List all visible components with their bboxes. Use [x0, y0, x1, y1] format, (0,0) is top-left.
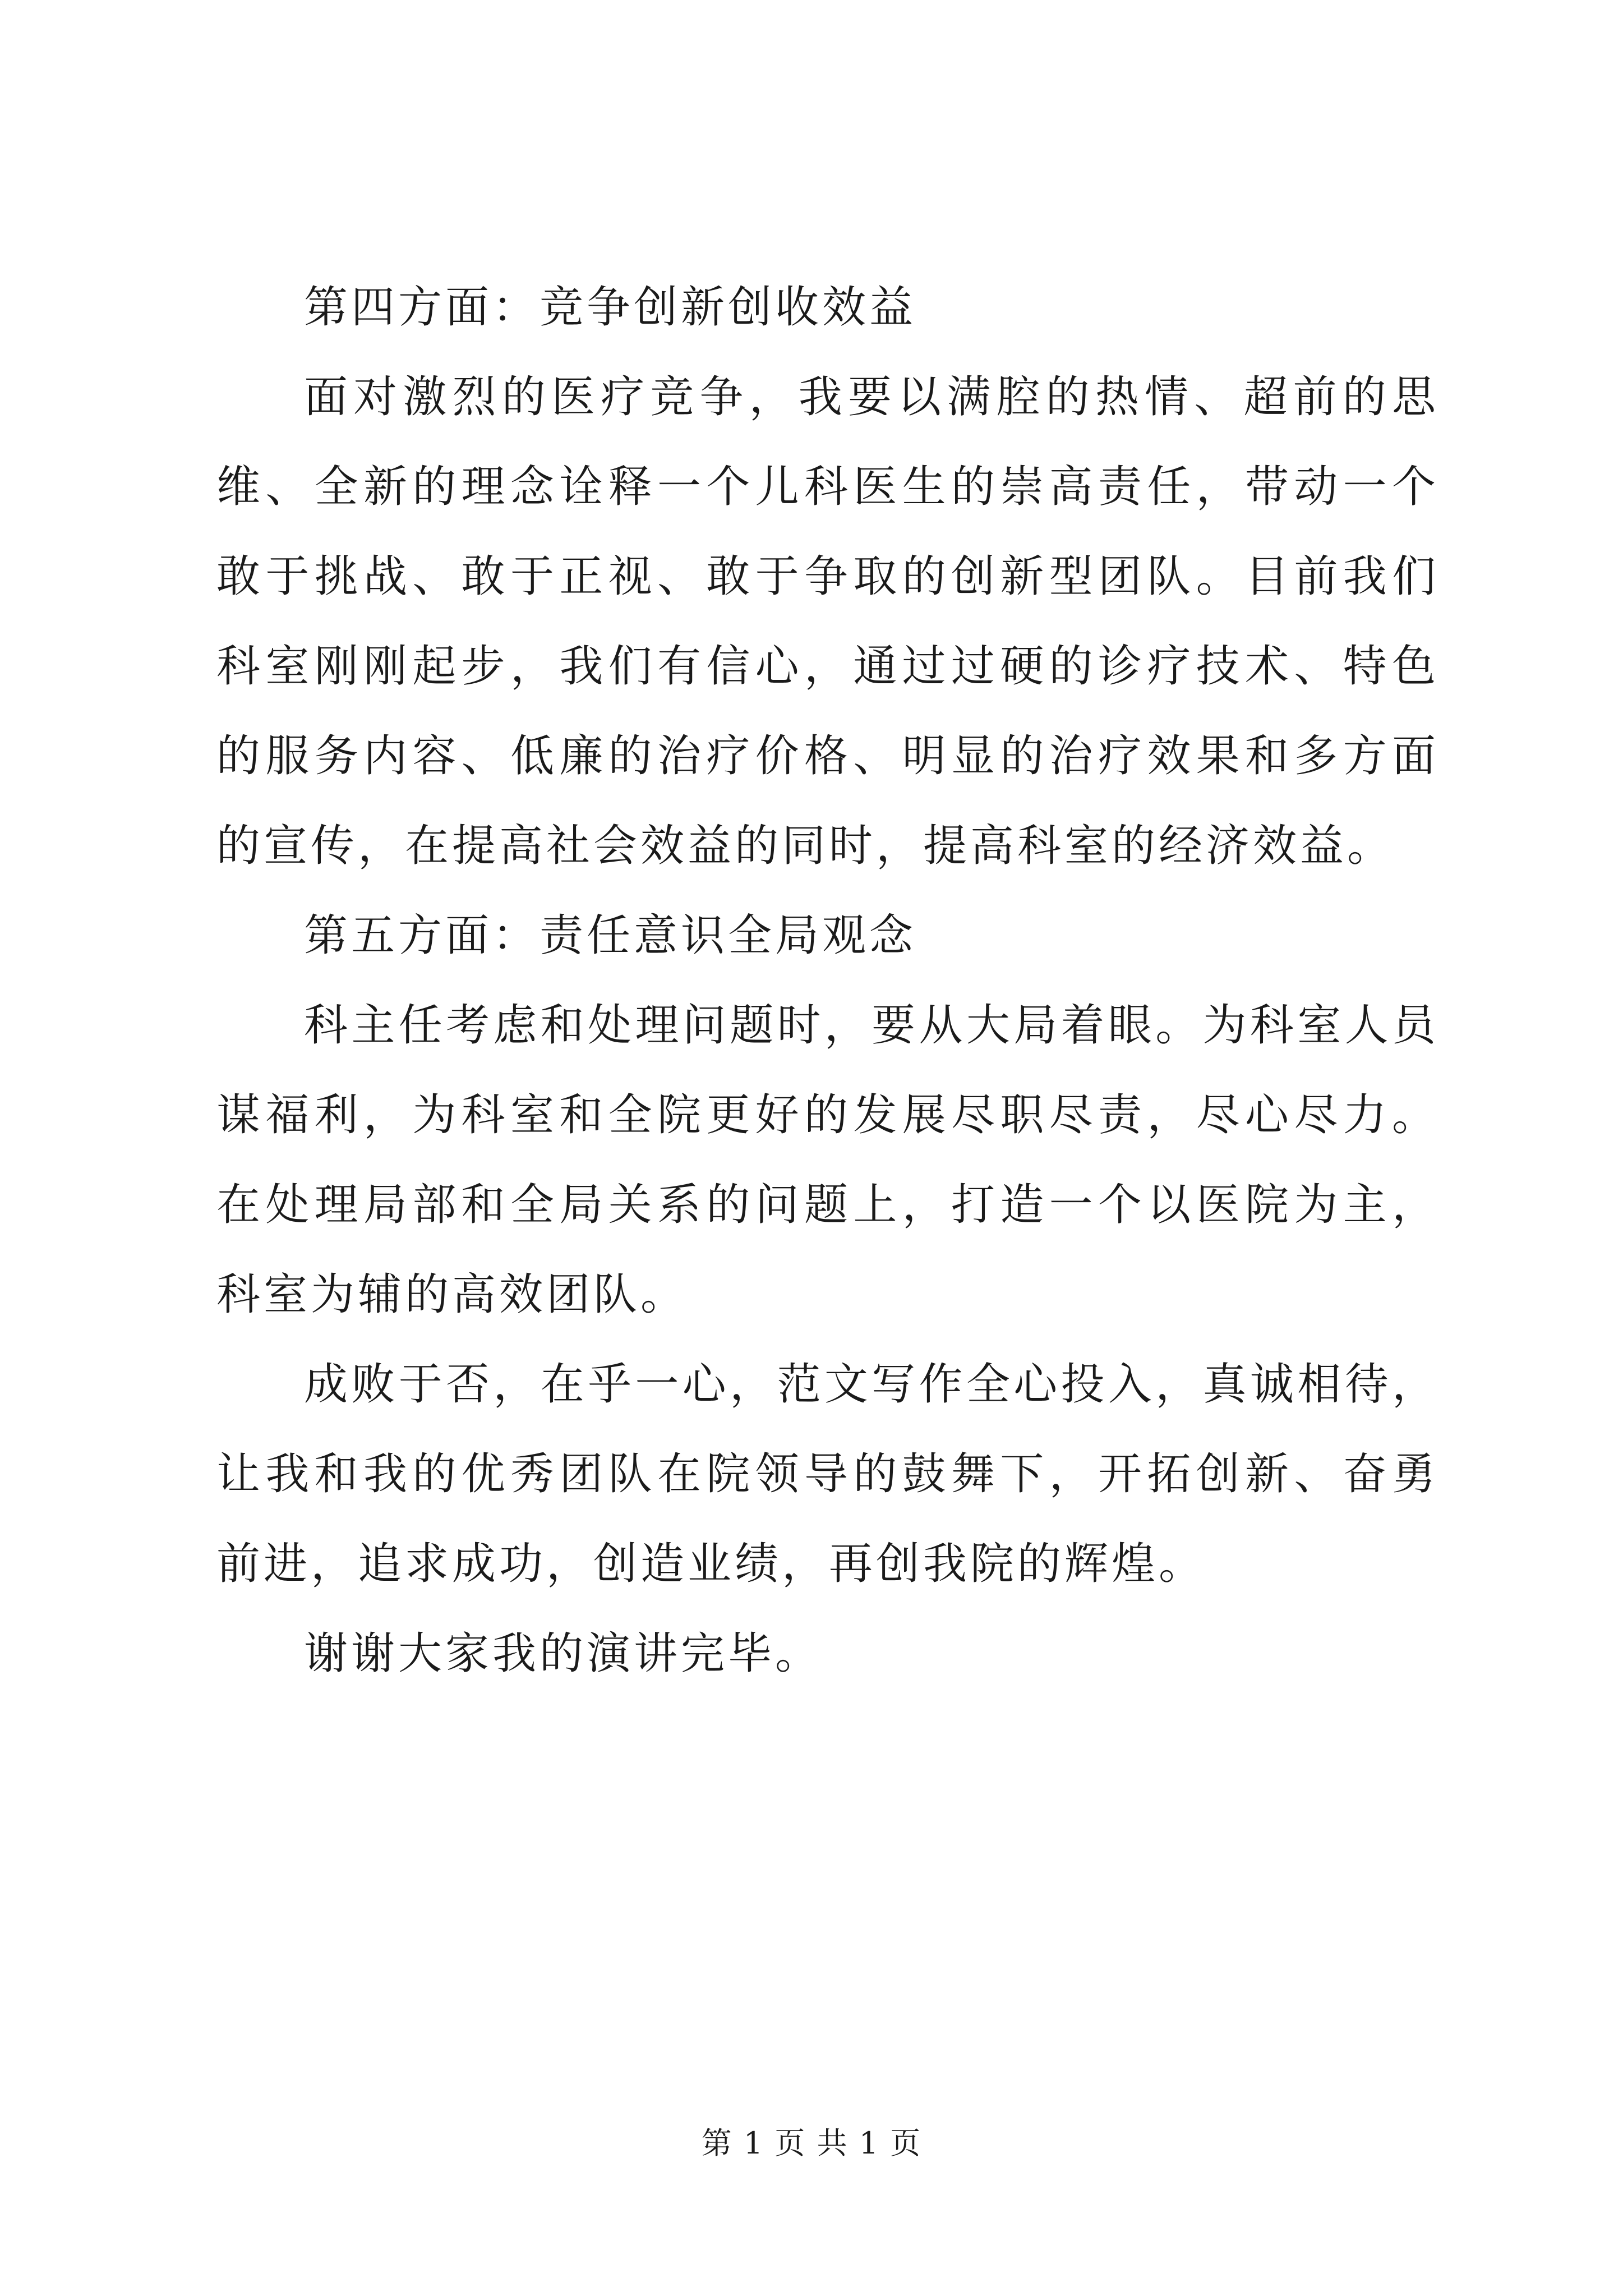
section-heading-5: 第五方面：责任意识全局观念 [304, 910, 917, 961]
paragraph-responsibility: 科主任考虑和处理问题时，要从大局着眼。为科室人员谋福利，为科室和全院更好的发展尽职尽责，尽心尽力。在处理局部和全局关系的问题上，打造一个以医院为主，科室为辅的高效团队。 [216, 1000, 1439, 1320]
section-heading-4: 第四方面：竞争创新创收效益 [304, 282, 917, 333]
paragraph-conclusion: 成败于否，在乎一心，范文写作全心投入，真诚相待，让我和我的优秀团队在院领导的鼓舞下，开拓创新、奋勇前进，追求成功，创造业绩，再创我院的辉煌。 [216, 1359, 1439, 1589]
page-footer: 第 1 页 共 1 页 [701, 2125, 922, 2161]
paragraph-thanks: 谢谢大家我的演讲完毕。 [304, 1628, 823, 1679]
paragraph-competition: 面对激烈的医疗竞争，我要以满腔的热情、超前的思维、全新的理念诠释一个儿科医生的崇高责任，带动一个敢于挑战、敢于正视、敢于争取的创新型团队。目前我们科室刚刚起步，我们有信心，通过过硬的诊疗技术、特色的服务内容、低廉的治疗价格、明显的治疗效果和多方面的宣传，在提高社会效益的同时，提高科室的经济效益。 [216, 372, 1439, 871]
document-body [216, 263, 1439, 1699]
